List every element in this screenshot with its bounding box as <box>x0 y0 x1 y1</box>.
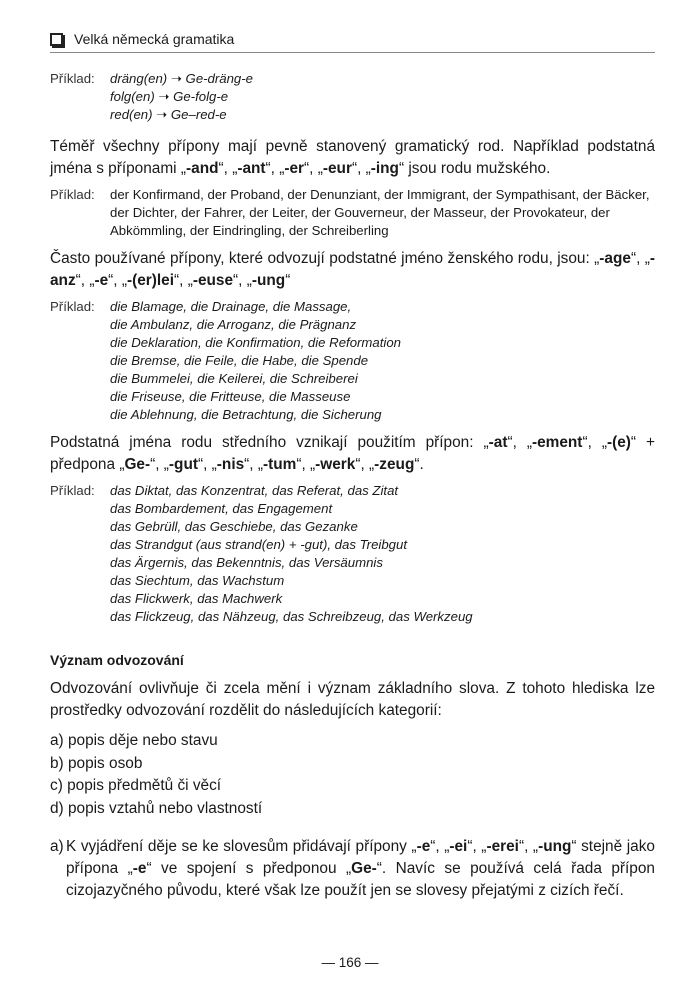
text-run: “, „ <box>518 838 539 855</box>
example-line: die Blamage, die Drainage, die Massage, <box>110 299 352 314</box>
example-line: dräng(en) ➝ Ge-dräng-e <box>110 71 253 86</box>
example-line: das Ärgernis, das Bekenntnis, das Versäumnis <box>110 555 383 570</box>
example-line: die Bremse, die Feile, die Habe, die Spende <box>110 353 369 368</box>
text-run: “, „ <box>467 838 487 855</box>
suffix-bold: -ung <box>251 272 286 289</box>
suffix-bold: -anz <box>50 250 655 289</box>
suffix-bold: -erei <box>486 838 519 855</box>
list-item: a) popis děje nebo stavu <box>50 732 218 749</box>
running-header <box>50 30 655 53</box>
checkbox-icon <box>50 33 63 46</box>
text-run: “, „ <box>265 160 285 177</box>
suffix-bold: -e <box>132 860 147 877</box>
text-run: “, „ <box>108 272 127 289</box>
text-run: “, „ <box>430 838 450 855</box>
example-line: die Ablehnung, die Betrachtung, die Sicherung <box>110 407 382 422</box>
text-run: “, „ <box>218 160 238 177</box>
text-run: “ jsou rodu mužského. <box>398 160 551 177</box>
example-block-4 <box>50 482 655 626</box>
text-run: “. Navíc se používá celá řada přípon cizojazyčného původu, které však lze použít jen se slovesy přejatými z cizích řečí. <box>66 860 655 899</box>
suffix-bold: -(e) <box>606 434 631 451</box>
point-text <box>66 836 655 902</box>
suffix-bold: -ant <box>237 160 266 177</box>
example-line: das Diktat, das Konzentrat, das Referat, das Zitat <box>110 483 399 498</box>
suffix-bold: -ung <box>538 838 572 855</box>
suffix-bold: -ing <box>370 160 399 177</box>
text-run: “, „ <box>630 250 650 267</box>
suffix-bold: -nis <box>216 456 245 473</box>
example-line: die Deklaration, die Konfirmation, die Reformation <box>110 335 402 350</box>
text-run: “, „ <box>233 272 252 289</box>
text-run: K vyjádření děje se ke slovesům přidávají přípony „ <box>66 838 417 855</box>
example-line: das Flickwerk, das Machwerk <box>110 591 283 606</box>
list-item: c) popis předmětů či věcí <box>50 777 222 794</box>
suffix-bold: -e <box>94 272 109 289</box>
example-label: Příklad: <box>50 187 95 202</box>
suffix-bold: -werk <box>315 456 356 473</box>
example-block-2 <box>50 186 655 240</box>
text-run: Podstatná jména rodu středního vznikají použitím přípon: „ <box>50 434 489 451</box>
list-item: b) popis osob <box>50 754 143 772</box>
example-line: die Friseuse, die Fritteuse, die Masseuse <box>110 389 351 404</box>
text-run: Téměř všechny přípony mají pevně stanovený gramatický rod. Například podstatná jména s příponami „ <box>50 138 655 177</box>
suffix-bold: -at <box>488 434 508 451</box>
suffix-bold: -eur <box>322 160 352 177</box>
text-run: “, „ <box>304 160 323 177</box>
suffix-bold: -(er)lei <box>126 272 175 289</box>
text-run: “ <box>285 272 291 289</box>
paragraph-feminine <box>50 248 655 292</box>
example-label: Příklad: <box>50 483 95 498</box>
example-line: die Ambulanz, die Arroganz, die Prägnanz <box>110 317 357 332</box>
text-run: “, „ <box>582 434 607 451</box>
text-run: “. <box>414 456 424 473</box>
example-line: das Flickzeug, das Nähzeug, das Schreibzeug, das Werkzeug <box>110 609 473 624</box>
text-run: “, „ <box>244 456 263 473</box>
list-item: d) popis vztahů nebo vlastností <box>50 799 263 817</box>
example-line: das Strandgut (aus strand(en) + -gut), das Treibgut <box>110 537 407 552</box>
category-list <box>50 730 655 820</box>
suffix-bold: -and <box>186 160 219 177</box>
example-line: das Siechtum, das Wachstum <box>110 573 285 588</box>
text-run: “, „ <box>150 456 169 473</box>
point-marker: a) <box>50 838 64 855</box>
example-line: das Gebrüll, das Geschiebe, das Gezanke <box>110 519 358 534</box>
suffix-bold: -tum <box>262 456 297 473</box>
page-content <box>50 70 655 902</box>
suffix-bold: -ement <box>531 434 583 451</box>
suffix-bold: -age <box>599 250 631 267</box>
suffix-bold: Ge- <box>124 456 151 473</box>
suffix-bold: -gut <box>168 456 198 473</box>
text-run: “ + předpona „ <box>50 434 655 473</box>
text-run: Často používané přípony, které odvozují podstatné jméno ženského rodu, jsou: „ <box>50 250 600 267</box>
example-line: die Bummelei, die Keilerei, die Schreiberei <box>110 371 358 386</box>
example-label: Příklad: <box>50 299 95 314</box>
text-run: “, „ <box>296 456 316 473</box>
example-block-1 <box>50 70 655 124</box>
example-block-3 <box>50 298 655 424</box>
text-run: “ ve spojení s předponou „ <box>146 860 352 877</box>
point-a <box>50 836 655 902</box>
text-run: “, „ <box>355 456 375 473</box>
example-text: der Konfirmand, der Proband, der Denunziant, der Immigrant, der Sympathisant, der Bäcker, der Dichter, der Fahrer, der Leiter, der Gouverneur, der Masseur, der Provokateur, der Abkömmling, der Eindringling, der Schreiberling <box>110 187 650 238</box>
suffix-bold: -e <box>416 838 431 855</box>
text-run: “, „ <box>174 272 193 289</box>
header-title: Velká německá gramatika <box>74 31 235 47</box>
page-number: — 166 — <box>321 955 379 970</box>
example-line: red(en) ➝ Ge–red-e <box>110 107 227 122</box>
text-run: “, „ <box>351 160 371 177</box>
suffix-bold: -zeug <box>374 456 415 473</box>
example-line: folg(en) ➝ Ge-folg-e <box>110 89 229 104</box>
paragraph-masculine <box>50 136 655 180</box>
text-run: “, „ <box>75 272 95 289</box>
text-run: “, „ <box>507 434 532 451</box>
text-run: “ stejně jako přípona „ <box>66 838 655 877</box>
suffix-bold: Ge- <box>351 860 377 877</box>
section-heading: Význam odvozování <box>50 652 184 668</box>
example-label: Příklad: <box>50 71 95 86</box>
paragraph-neuter <box>50 432 655 476</box>
paragraph-meaning: Odvozování ovlivňuje či zcela mění i význam základního slova. Z tohoto hlediska lze prostředky odvozování rozdělit do následujících kategorií: <box>50 680 655 719</box>
suffix-bold: -er <box>284 160 305 177</box>
suffix-bold: -euse <box>192 272 234 289</box>
suffix-bold: -ei <box>449 838 468 855</box>
example-line: das Bombardement, das Engagement <box>110 501 333 516</box>
text-run: “, „ <box>197 456 217 473</box>
